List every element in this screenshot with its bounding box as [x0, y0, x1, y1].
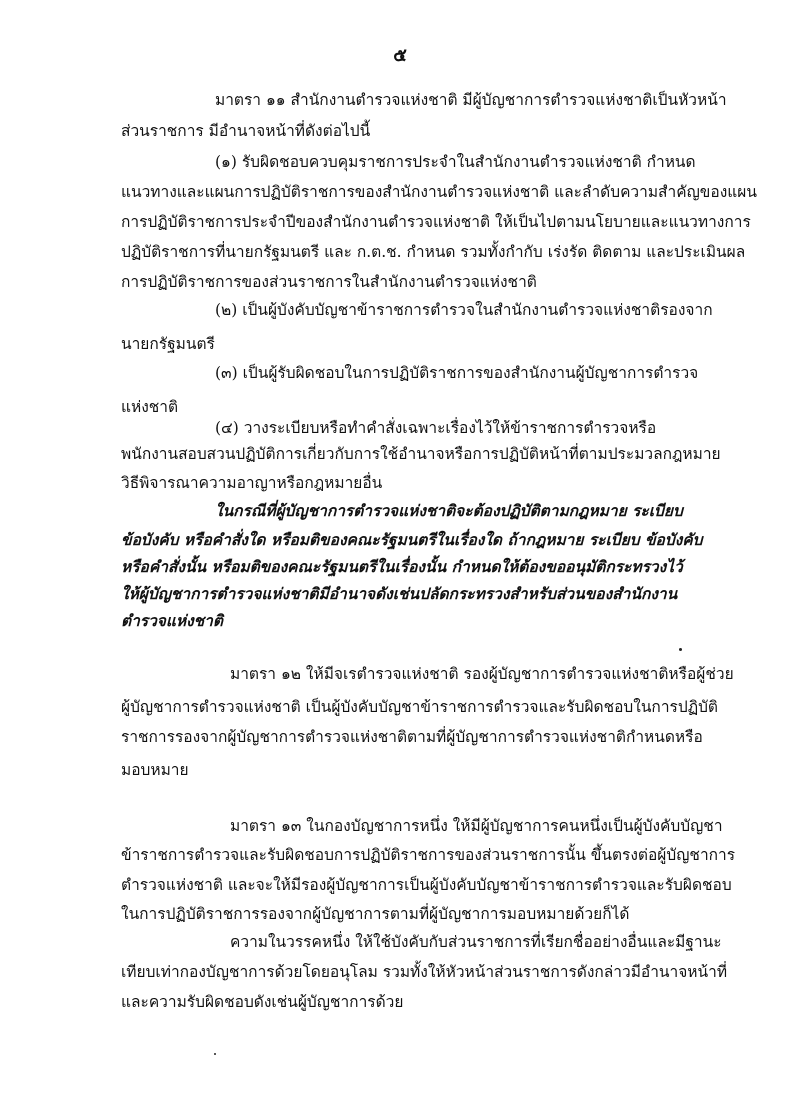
- section-13-para2-line-1: ความในวรรคหนึ่ง ให้ใช้บังคับกับส่วนราชการที่เรียกชื่ออย่างอื่นและมีฐานะ: [230, 933, 722, 951]
- item-4-line-1: (๔) วางระเบียบหรือทำคำสั่งเฉพาะเรื่องไว้ให้ข้าราชการตำรวจหรือ: [215, 419, 657, 437]
- item-3-line-2: แห่งชาติ: [121, 398, 179, 416]
- item-1-line-4: ปฏิบัติราชการที่นายกรัฐมนตรี และ ก.ต.ช. กำหนด รวมทั้งกำกับ เร่งรัด ติดตาม และประเมินผล: [121, 243, 746, 261]
- section-12-line-3: ราชการรองจากผู้บัญชาการตำรวจแห่งชาติตามที่ผู้บัญชาการตำรวจแห่งชาติกำหนดหรือ: [121, 728, 703, 746]
- item-4-line-3: วิธีพิจารณาความอาญาหรือกฎหมายอื่น: [121, 474, 383, 492]
- section-13-line-3: ตำรวจแห่งชาติ และจะให้มีรองผู้บัญชาการเป็นผู้บังคับบัญชาข้าราชการตำรวจและรับผิดชอบ: [121, 876, 732, 894]
- amended-line-1: ในกรณีที่ผู้บัญชาการตำรวจแห่งชาติจะต้องปฏิบัติตามกฎหมาย ระเบียบ: [215, 501, 683, 520]
- amended-line-2: ข้อบังคับ หรือคำสั่งใด หรือมติของคณะรัฐมนตรีในเรื่องใด ถ้ากฎหมาย ระเบียบ ข้อบังคับ: [121, 530, 703, 549]
- item-1-line-3: การปฏิบัติราชการประจำปีของสำนักงานตำรวจแห่งชาติ ให้เป็นไปตามนโยบายและแนวทางการ: [121, 213, 751, 231]
- amended-line-3: หรือคำสั่งนั้น หรือมติของคณะรัฐมนตรีในเรื่องนั้น กำหนดให้ต้องขออนุมัติกระทรวงไว้: [121, 557, 683, 576]
- item-1-line-5: การปฏิบัติราชการของส่วนราชการในสำนักงานตำรวจแห่งชาติ: [121, 273, 537, 291]
- section-13-line-4: ในการปฏิบัติราชการรองจากผู้บัญชาการตามที่ผู้บัญชาการมอบหมายด้วยก็ได้: [121, 905, 630, 923]
- section-12-line-2: ผู้บัญชาการตำรวจแห่งชาติ เป็นผู้บังคับบัญชาข้าราชการตำรวจและรับผิดชอบในการปฏิบัติ: [121, 698, 718, 716]
- section-13-line-1: มาตรา ๑๓ ในกองบัญชาการหนึ่ง ให้มีผู้บัญชาการคนหนึ่งเป็นผู้บังคับบัญชา: [230, 817, 723, 835]
- section-11-line-1: มาตรา ๑๑ สำนักงานตำรวจแห่งชาติ มีผู้บัญชาการตำรวจแห่งชาติเป็นหัวหน้า: [215, 91, 727, 109]
- item-2-line-2: นายกรัฐมนตรี: [121, 335, 215, 353]
- section-13-line-2: ข้าราชการตำรวจและรับผิดชอบการปฏิบัติราชการของส่วนราชการนั้น ขึ้นตรงต่อผู้บัญชาการ: [121, 846, 736, 864]
- stray-mark: [679, 648, 682, 651]
- section-13-para2-line-2: เทียบเท่ากองบัญชาการด้วยโดยอนุโลม รวมทั้งให้หัวหน้าส่วนราชการดังกล่าวมีอำนาจหน้าที่: [121, 963, 728, 981]
- section-13-para2-line-3: และความรับผิดชอบดังเช่นผู้บัญชาการด้วย: [121, 993, 404, 1011]
- item-4-line-2: พนักงานสอบสวนปฏิบัติการเกี่ยวกับการใช้อำนาจหรือการปฏิบัติหน้าที่ตามประมวลกฎหมาย: [121, 445, 721, 463]
- section-12-line-4: มอบหมาย: [121, 761, 189, 779]
- amended-line-4: ให้ผู้บัญชาการตำรวจแห่งชาติมีอำนาจดังเช่นปลัดกระทรวงสำหรับส่วนของสำนักงาน: [121, 584, 678, 603]
- stray-mark: [214, 1053, 216, 1055]
- page-number: ๕: [393, 45, 407, 66]
- section-11-line-2: ส่วนราชการ มีอำนาจหน้าที่ดังต่อไปนี้: [121, 122, 371, 140]
- amended-line-5: ตำรวจแห่งชาติ: [121, 611, 223, 630]
- item-2-line-1: (๒) เป็นผู้บังคับบัญชาข้าราชการตำรวจในสำนักงานตำรวจแห่งชาติรองจาก: [215, 301, 713, 319]
- item-1-line-2: แนวทางและแผนการปฏิบัติราชการของสำนักงานตำรวจแห่งชาติ และลำดับความสำคัญของแผน: [121, 183, 757, 201]
- item-3-line-1: (๓) เป็นผู้รับผิดชอบในการปฏิบัติราชการของสำนักงานผู้บัญชาการตำรวจ: [215, 364, 699, 382]
- section-12-line-1: มาตรา ๑๒ ให้มีจเรตำรวจแห่งชาติ รองผู้บัญชาการตำรวจแห่งชาติหรือผู้ช่วย: [230, 665, 734, 683]
- item-1-line-1: (๑) รับผิดชอบควบคุมราชการประจำในสำนักงานตำรวจแห่งชาติ กำหนด: [215, 153, 696, 171]
